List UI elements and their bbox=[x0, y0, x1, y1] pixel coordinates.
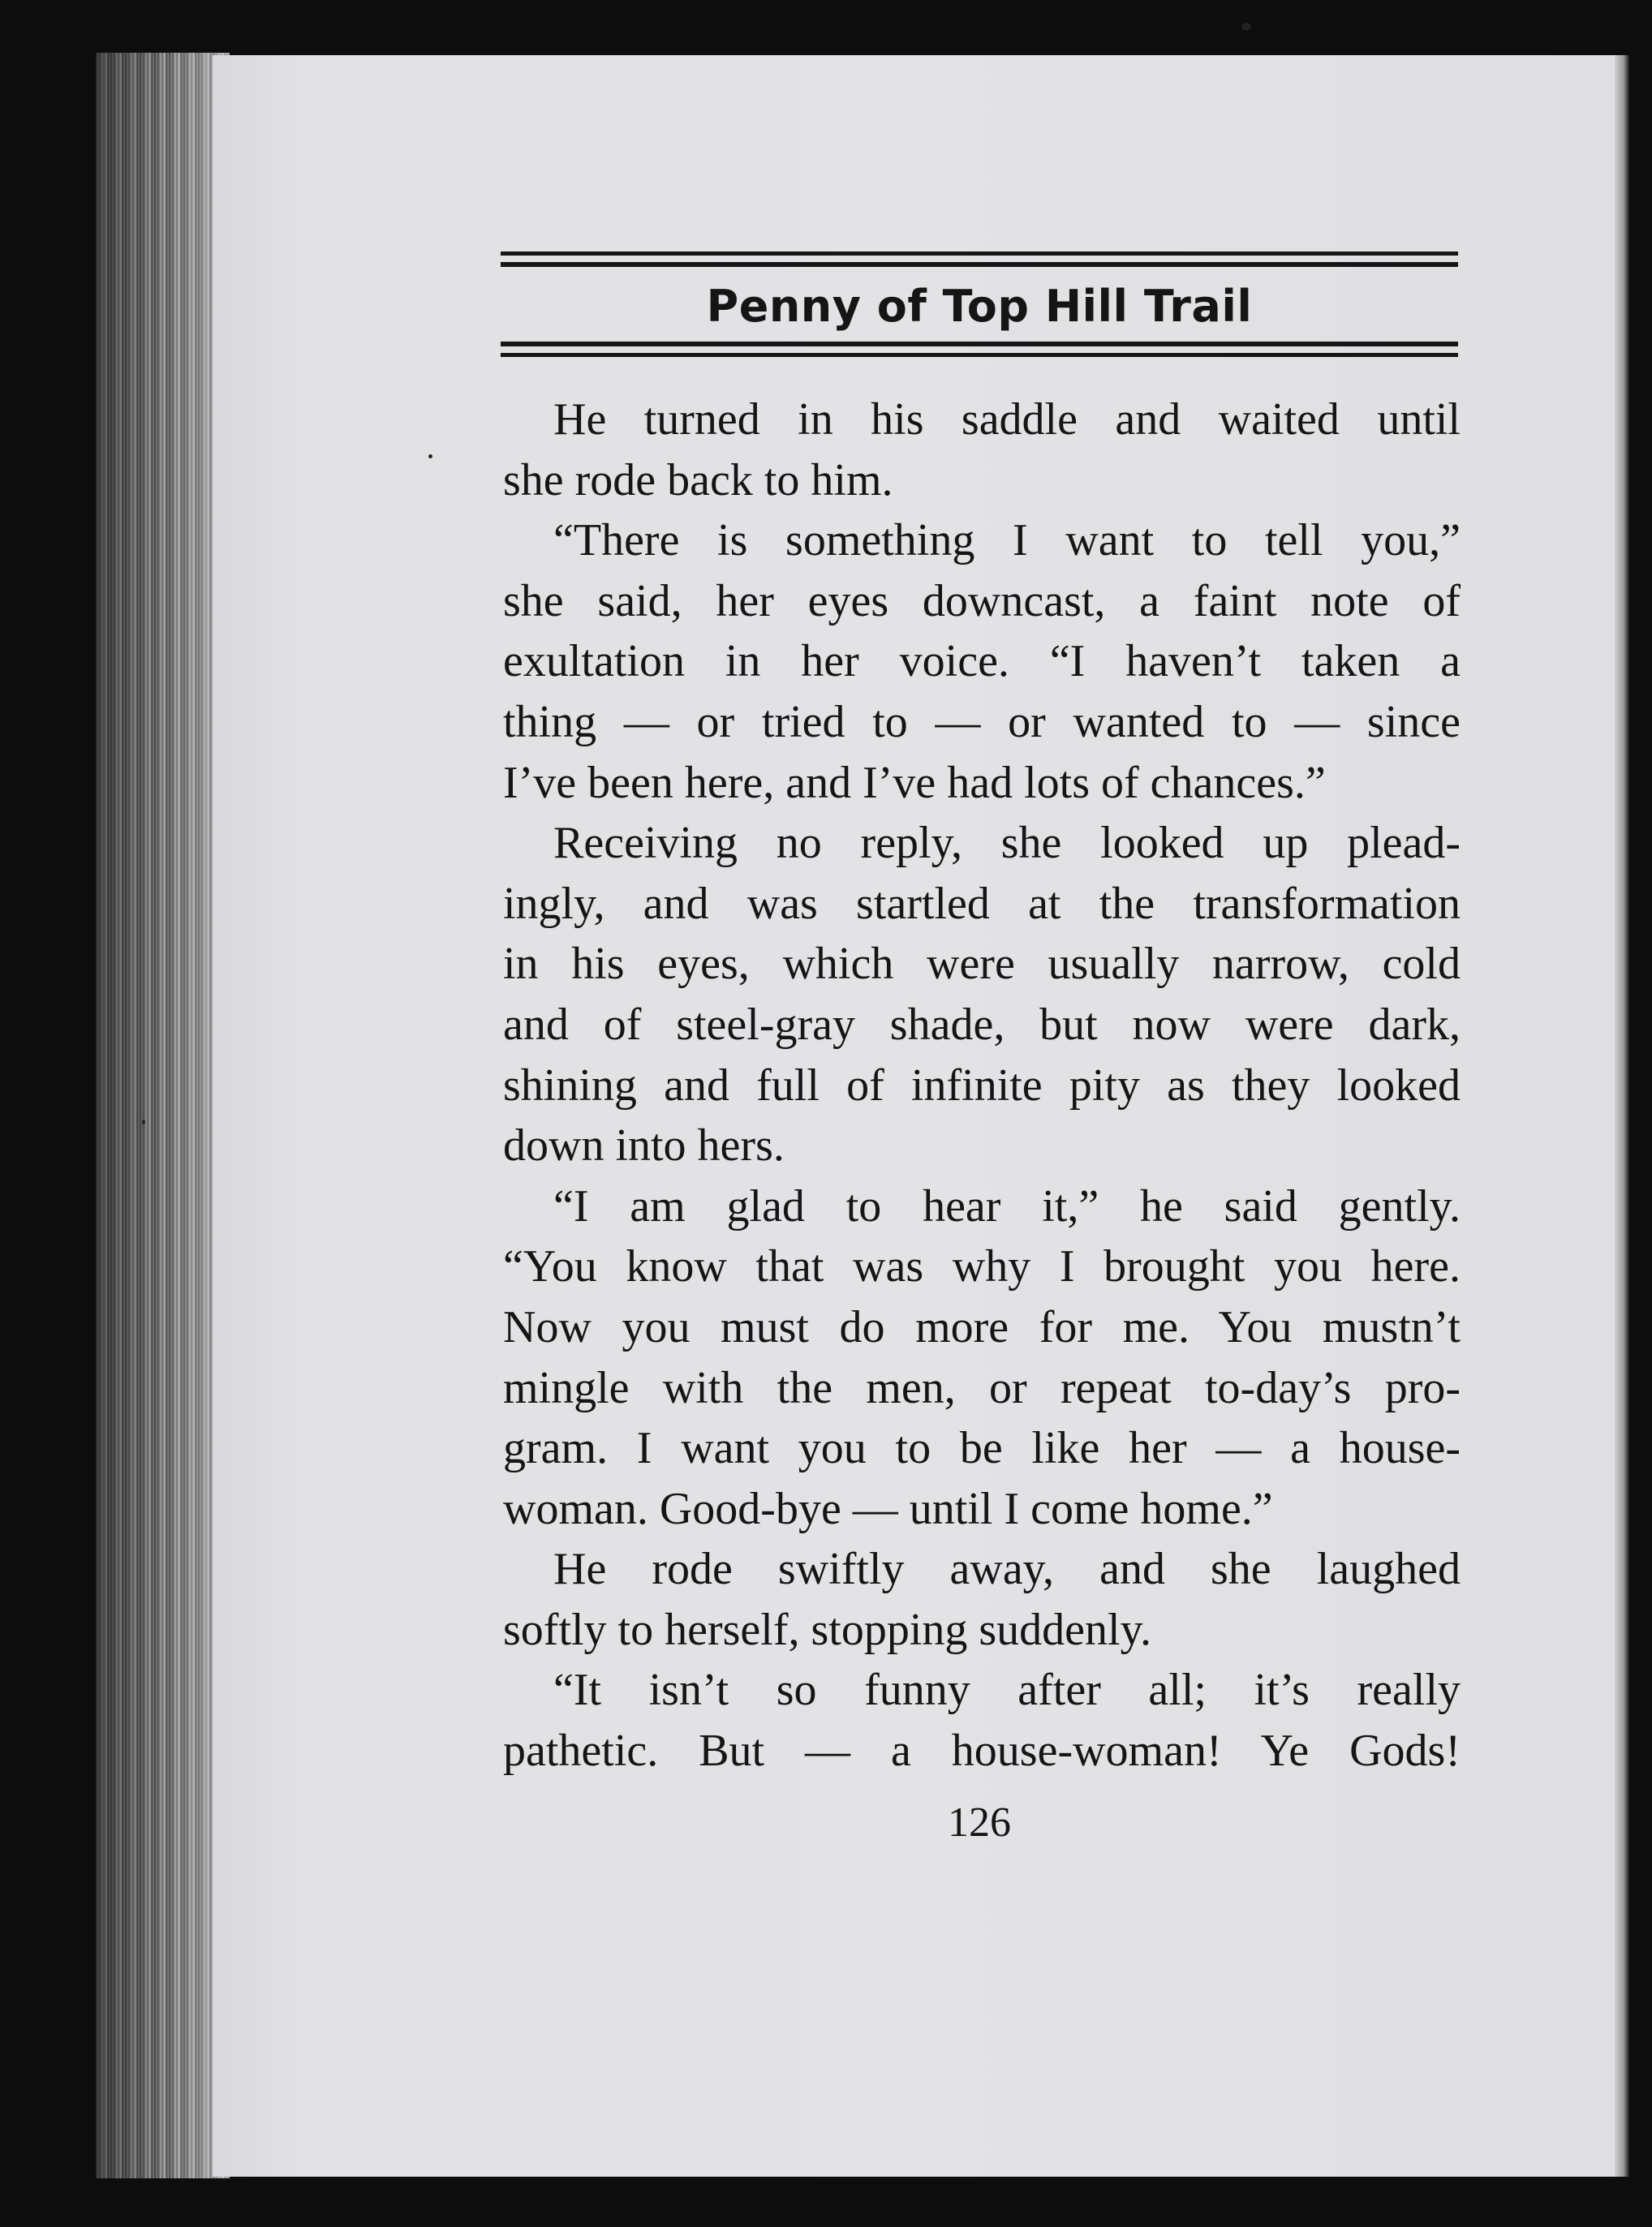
body-text bbox=[503, 389, 1461, 1782]
text-line: exultation in her voice. “I haven’t taken a bbox=[503, 636, 1461, 687]
text-line: “I am glad to hear it,” he said gently. bbox=[553, 1180, 1461, 1232]
text-line: gram. I want you to be like her — a house- bbox=[503, 1423, 1461, 1474]
text-line: “You know that was why I brought you here. bbox=[503, 1241, 1461, 1292]
text-line: He turned in his saddle and waited until bbox=[553, 394, 1461, 445]
text-line: in his eyes, which were usually narrow, cold bbox=[503, 939, 1461, 990]
text-line: thing — or tried to — or wanted to — since bbox=[503, 696, 1461, 747]
text-line: Now you must do more for me. You mustn’t bbox=[503, 1301, 1461, 1352]
text-line: woman. Good-bye — until I come home.” bbox=[503, 1483, 1273, 1534]
text-line: and of steel-gray shade, but now were dark, bbox=[503, 999, 1461, 1050]
header-rule-top bbox=[501, 252, 1458, 256]
text-line: pathetic. But — a house-woman! Ye Gods! bbox=[503, 1726, 1461, 1777]
header-rule-top-inner bbox=[501, 262, 1458, 267]
header-rule-bottom bbox=[501, 353, 1458, 357]
scan-speck bbox=[428, 454, 432, 458]
text-line: softly to herself, stopping suddenly. bbox=[503, 1604, 1151, 1655]
text-line: mingle with the men, or repeat to-day’s pro- bbox=[503, 1362, 1461, 1413]
header-rule-bottom-inner bbox=[501, 342, 1458, 346]
text-line: shining and full of infinite pity as they looked bbox=[503, 1060, 1461, 1111]
scan-speck bbox=[1241, 23, 1251, 31]
text-line: ingly, and was startled at the transformation bbox=[503, 878, 1461, 929]
page-number: 126 bbox=[948, 1799, 1011, 1846]
text-line: “There is something I want to tell you,” bbox=[553, 515, 1461, 566]
text-line: down into hers. bbox=[503, 1120, 785, 1172]
text-line: “It isn’t so funny after all; it’s really bbox=[553, 1665, 1461, 1716]
gutter-shadow bbox=[96, 53, 230, 2178]
text-line: He rode swiftly away, and she laughed bbox=[553, 1544, 1461, 1595]
text-line: she said, her eyes downcast, a faint note of bbox=[503, 575, 1461, 626]
page-right-edge bbox=[1615, 55, 1629, 2177]
text-line: Receiving no reply, she looked up plead- bbox=[553, 818, 1461, 869]
running-head: Penny of Top Hill Trail bbox=[706, 281, 1253, 332]
text-line: I’ve been here, and I’ve had lots of chances.” bbox=[503, 757, 1326, 808]
scan-speck bbox=[142, 1120, 145, 1124]
text-line: she rode back to him. bbox=[503, 454, 893, 505]
